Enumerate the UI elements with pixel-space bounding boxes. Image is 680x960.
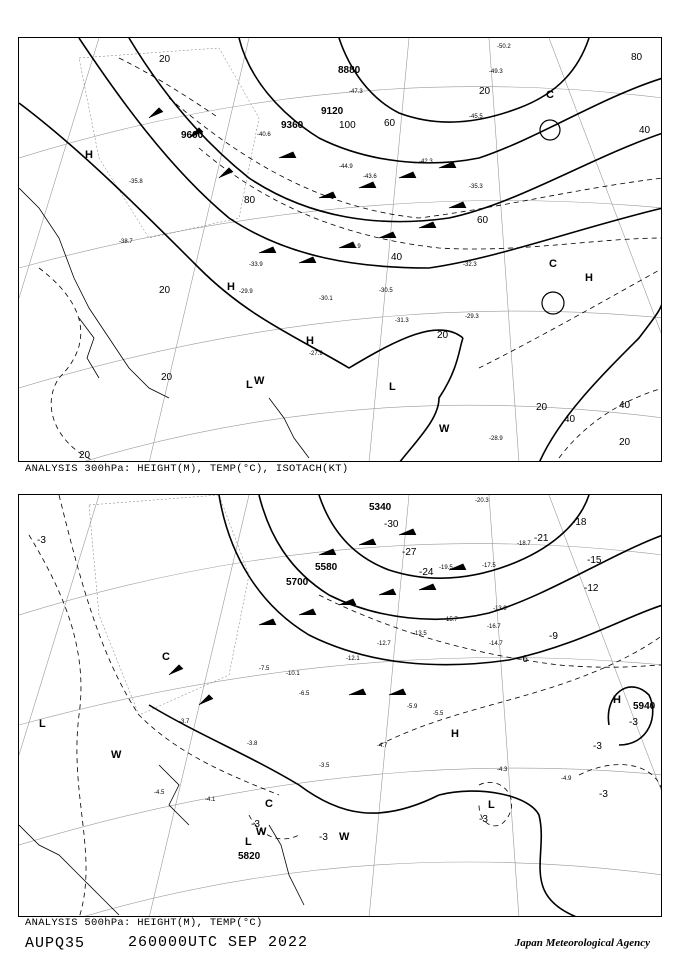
temp-value: -31.3 (395, 318, 409, 324)
caption-300hpa: ANALYSIS 300hPa: HEIGHT(M), TEMP(°C), ISOTACH(KT) (25, 463, 349, 475)
high-center: H (306, 335, 314, 347)
temp-value: -6.5 (299, 691, 310, 697)
temp-value: -30.5 (379, 288, 393, 294)
isotach-label: 80 (244, 195, 256, 206)
isotherm-label: -27 (402, 547, 417, 558)
temp-value: -38.7 (119, 239, 133, 245)
temp-value: -4.7 (377, 743, 388, 749)
isotach-label: 40 (391, 252, 403, 263)
temp-value: -15.7 (444, 617, 458, 623)
cold-center: C (546, 89, 554, 101)
isotach-label: 20 (619, 437, 631, 448)
height-label: 5580 (315, 562, 338, 573)
temp-value: -40.6 (257, 132, 271, 138)
isotherm-label: -3 (593, 741, 602, 752)
temp-value: -35.3 (469, 184, 483, 190)
low-center: L (488, 799, 495, 811)
product-code: AUPQ35 (25, 935, 86, 952)
isotach-label: 20 (437, 330, 449, 341)
temp-value: -3.8 (247, 741, 258, 747)
map-300hpa (19, 38, 662, 462)
temp-value: -14.7 (489, 641, 503, 647)
caption-500hpa: ANALYSIS 500hPa: HEIGHT(M), TEMP(°C) (25, 917, 263, 929)
temp-value: -47.3 (349, 89, 363, 95)
low-center: L (246, 379, 253, 391)
chart-500hpa (18, 494, 662, 917)
temp-value: -43.6 (363, 174, 377, 180)
warm-center: W (256, 826, 267, 838)
height-label: 8880 (338, 65, 361, 76)
high-center: H (227, 281, 235, 293)
isotherm-label: -18 (572, 517, 587, 528)
isotherm-label: -24 (419, 567, 434, 578)
isotach-label: 20 (159, 54, 171, 65)
temp-value: -5.9 (407, 704, 418, 710)
height-labels (181, 65, 361, 141)
temp-value: -45.5 (469, 114, 483, 120)
isotach-label: 40 (619, 400, 631, 411)
isotach-label: 40 (639, 125, 651, 136)
temp-value: -30.1 (319, 296, 333, 302)
isotach-label: 100 (339, 120, 356, 131)
isotherm-label: -6 (519, 654, 528, 665)
isotach-label: 80 (631, 52, 643, 63)
temp-value: -28.9 (489, 436, 503, 442)
map-500hpa (19, 495, 662, 917)
low-center: L (245, 836, 252, 848)
height-label: 9360 (281, 120, 304, 131)
cold-hatch (89, 495, 249, 715)
temp-value: -12.1 (346, 656, 360, 662)
graticule (19, 38, 662, 462)
temp-value: -4.5 (154, 790, 165, 796)
warm-center: W (254, 375, 265, 387)
isotach-label: 20 (79, 450, 91, 461)
temp-value: -13.5 (413, 631, 427, 637)
temp-value: -13.9 (493, 606, 507, 612)
isotach-labels (79, 52, 651, 461)
isotherm-label: -3 (319, 832, 328, 843)
height-label: 5340 (369, 502, 392, 513)
isotach-label: 20 (536, 402, 548, 413)
temp-values (119, 44, 511, 442)
isotach-label: 60 (477, 215, 489, 226)
isotach-label: 20 (161, 372, 173, 383)
temp-value: -3.7 (179, 719, 190, 725)
isotherm-label: -15 (587, 555, 602, 566)
pressure-centers (39, 651, 621, 848)
height-label: 9600 (181, 130, 204, 141)
agency-name: Japan Meteorological Agency (514, 937, 650, 949)
isotherm-label: -3 (251, 819, 260, 830)
temp-value: -4.9 (561, 776, 572, 782)
height-label: 5700 (286, 577, 309, 588)
cold-center: C (265, 798, 273, 810)
high-center: H (585, 272, 593, 284)
isotach-label: 40 (564, 414, 576, 425)
temp-value: -7.5 (259, 666, 270, 672)
temp-value: -42.3 (419, 159, 433, 165)
temp-value: -3.5 (319, 763, 330, 769)
low-center: L (39, 718, 46, 730)
isotherm-label: -3 (479, 814, 488, 825)
temp-value: -29.9 (239, 289, 253, 295)
isotherm-label: -30 (384, 519, 399, 530)
height-label: 5940 (633, 701, 656, 712)
warm-center: W (439, 423, 450, 435)
cold-center: C (549, 258, 557, 270)
temp-value: -29.3 (465, 314, 479, 320)
cold-center-circle (542, 292, 564, 314)
isotherm-label: -3 (629, 717, 638, 728)
cold-center: C (162, 651, 170, 663)
high-center: H (85, 149, 93, 161)
temp-value: -32.3 (463, 262, 477, 268)
pressure-centers (85, 89, 593, 435)
temp-value: -18.7 (517, 541, 531, 547)
cold-center-circle-2 (540, 120, 560, 140)
temp-value: -19.5 (439, 565, 453, 571)
chart-300hpa (18, 37, 662, 462)
high-center: H (613, 694, 621, 706)
valid-time: 260000UTC SEP 2022 (128, 934, 309, 951)
high-center: H (451, 728, 459, 740)
isotherms (29, 495, 662, 917)
temp-value: -27.9 (309, 351, 323, 357)
temp-value: -35.8 (129, 179, 143, 185)
low-center: L (389, 381, 396, 393)
temp-value: -49.3 (489, 69, 503, 75)
height-label: 9120 (321, 106, 344, 117)
temp-value: -44.9 (339, 164, 353, 170)
height-label: 5820 (238, 851, 261, 862)
graticule (19, 495, 662, 917)
isotherm-label: -3 (599, 789, 608, 800)
isotherm-label: -9 (549, 631, 558, 642)
temp-value: -12.7 (377, 641, 391, 647)
warm-center: W (111, 749, 122, 761)
temp-value: -4.3 (497, 767, 508, 773)
isotherm-labels (37, 517, 638, 843)
temp-value: -31.9 (347, 244, 361, 250)
isotach-label: 20 (479, 86, 491, 97)
footer (25, 934, 650, 956)
temp-value: -33.9 (249, 262, 263, 268)
isotach-label: 60 (384, 118, 396, 129)
warm-center: W (339, 831, 350, 843)
temp-value: -50.2 (497, 44, 511, 50)
coastline (19, 188, 309, 458)
isotherm-label: -21 (534, 533, 549, 544)
height-contours (149, 495, 662, 917)
isotherm-label: -3 (37, 535, 46, 546)
temp-value: -16.7 (487, 624, 501, 630)
temp-value: -4.1 (205, 797, 216, 803)
temp-value: -20.3 (475, 498, 489, 504)
temp-value: -5.5 (433, 711, 444, 717)
wind-barbs (169, 529, 466, 705)
temp-value: -10.1 (286, 671, 300, 677)
isotherm-label: -12 (584, 583, 599, 594)
isotach-label: 20 (159, 285, 171, 296)
temp-value: -17.5 (482, 563, 496, 569)
height-contours (19, 38, 662, 462)
